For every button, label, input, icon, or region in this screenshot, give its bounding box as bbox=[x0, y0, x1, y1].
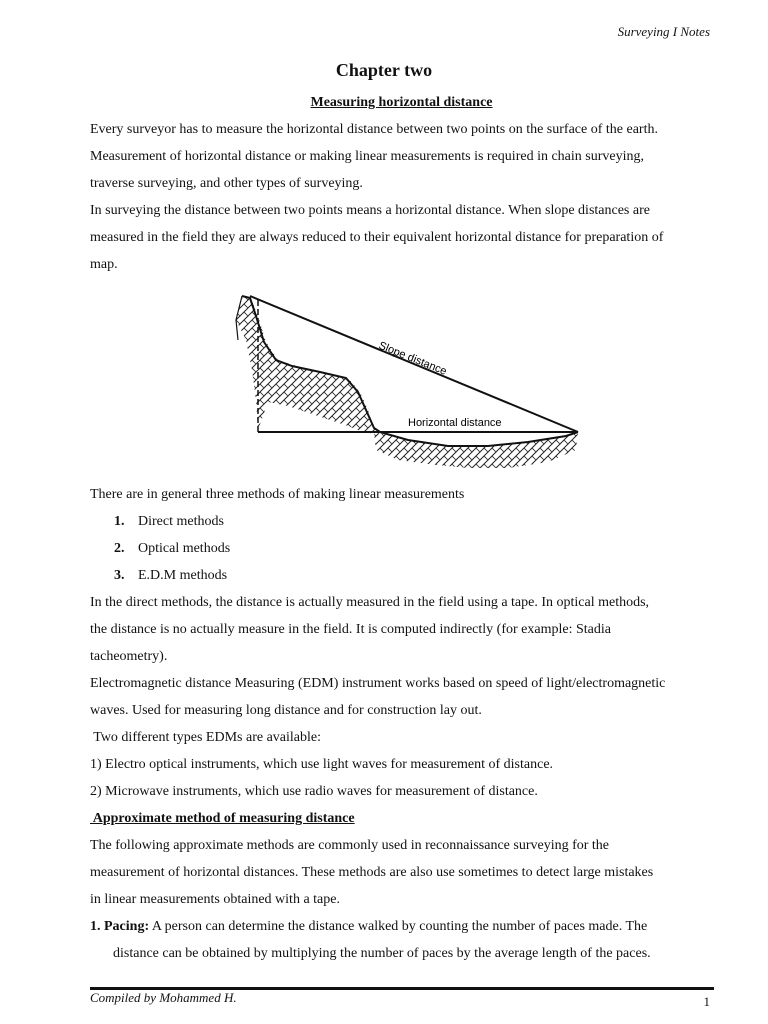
text-line: map. bbox=[90, 257, 118, 272]
pacing-text: A person can determine the distance walked by counting the number of paces made. The bbox=[149, 919, 648, 934]
text-line: The following approximate methods are commonly used in reconnaissance surveying for the bbox=[90, 838, 610, 853]
text-line: Measurement of horizontal distance or making linear measurements is required in chain surveying, bbox=[90, 149, 644, 164]
section-subtitle: Measuring horizontal distance bbox=[310, 95, 493, 110]
intro-paragraph bbox=[90, 116, 712, 278]
text-line: measured in the field they are always reduced to their equivalent horizontal distance for preparation of bbox=[90, 230, 664, 245]
list-item bbox=[90, 535, 712, 562]
text-line: In the direct methods, the distance is actually measured in the field using a tape. In optical methods, bbox=[90, 595, 650, 610]
slope-distance-figure bbox=[228, 280, 588, 480]
text-line: Every surveyor has to measure the horizontal distance between two points on the surface of the earth. bbox=[90, 122, 658, 137]
chapter-title: Chapter two bbox=[335, 60, 433, 80]
list-number: 3. bbox=[114, 568, 125, 583]
horizontal-distance-label: Horizontal distance bbox=[408, 417, 502, 429]
list-label: Optical methods bbox=[138, 541, 231, 556]
list-label: E.D.M methods bbox=[138, 568, 228, 583]
pacing-line bbox=[90, 913, 712, 940]
list-label: Direct methods bbox=[138, 514, 224, 529]
ground-hatch bbox=[374, 432, 578, 468]
text-line: waves. Used for measuring long distance and for construction lay out. bbox=[90, 703, 482, 718]
methods-section bbox=[90, 481, 712, 967]
list-item bbox=[90, 562, 712, 589]
text-line: tacheometry). bbox=[90, 649, 168, 664]
list-number: 2. bbox=[114, 541, 125, 556]
methods-intro: There are in general three methods of making linear measurements bbox=[90, 487, 465, 502]
text-line: Electromagnetic distance Measuring (EDM) instrument works based on speed of light/electromagnetic bbox=[90, 676, 666, 691]
text-line: In surveying the distance between two points means a horizontal distance. When slope distances are bbox=[90, 203, 650, 218]
text-line: 1) Electro optical instruments, which use light waves for measurement of distance. bbox=[90, 757, 554, 772]
page-number: 1 bbox=[703, 994, 710, 1009]
text-line: in linear measurements obtained with a tape. bbox=[90, 892, 340, 907]
list-item bbox=[90, 508, 712, 535]
footer-credit: Compiled by Mohammed H. bbox=[90, 990, 237, 1005]
slope-distance-label: Slope distance bbox=[376, 339, 449, 378]
text-line: 2) Microwave instruments, which use radio waves for measurement of distance. bbox=[90, 784, 538, 799]
list-number: 1. bbox=[114, 514, 125, 529]
running-header: Surveying I Notes bbox=[617, 24, 710, 39]
text-line: Two different types EDMs are available: bbox=[90, 730, 321, 745]
text-line: the distance is no actually measure in the field. It is computed indirectly (for example: Stadia bbox=[90, 622, 611, 637]
pacing-continuation: distance can be obtained by multiplying the number of paces by the average length of the paces. bbox=[113, 946, 651, 961]
text-line: measurement of horizontal distances. These methods are also use sometimes to detect large mistakes bbox=[90, 865, 654, 880]
text-line: traverse surveying, and other types of surveying. bbox=[90, 176, 363, 191]
pacing-lead: 1. Pacing: bbox=[90, 919, 150, 934]
section-heading: Approximate method of measuring distance bbox=[90, 811, 355, 826]
